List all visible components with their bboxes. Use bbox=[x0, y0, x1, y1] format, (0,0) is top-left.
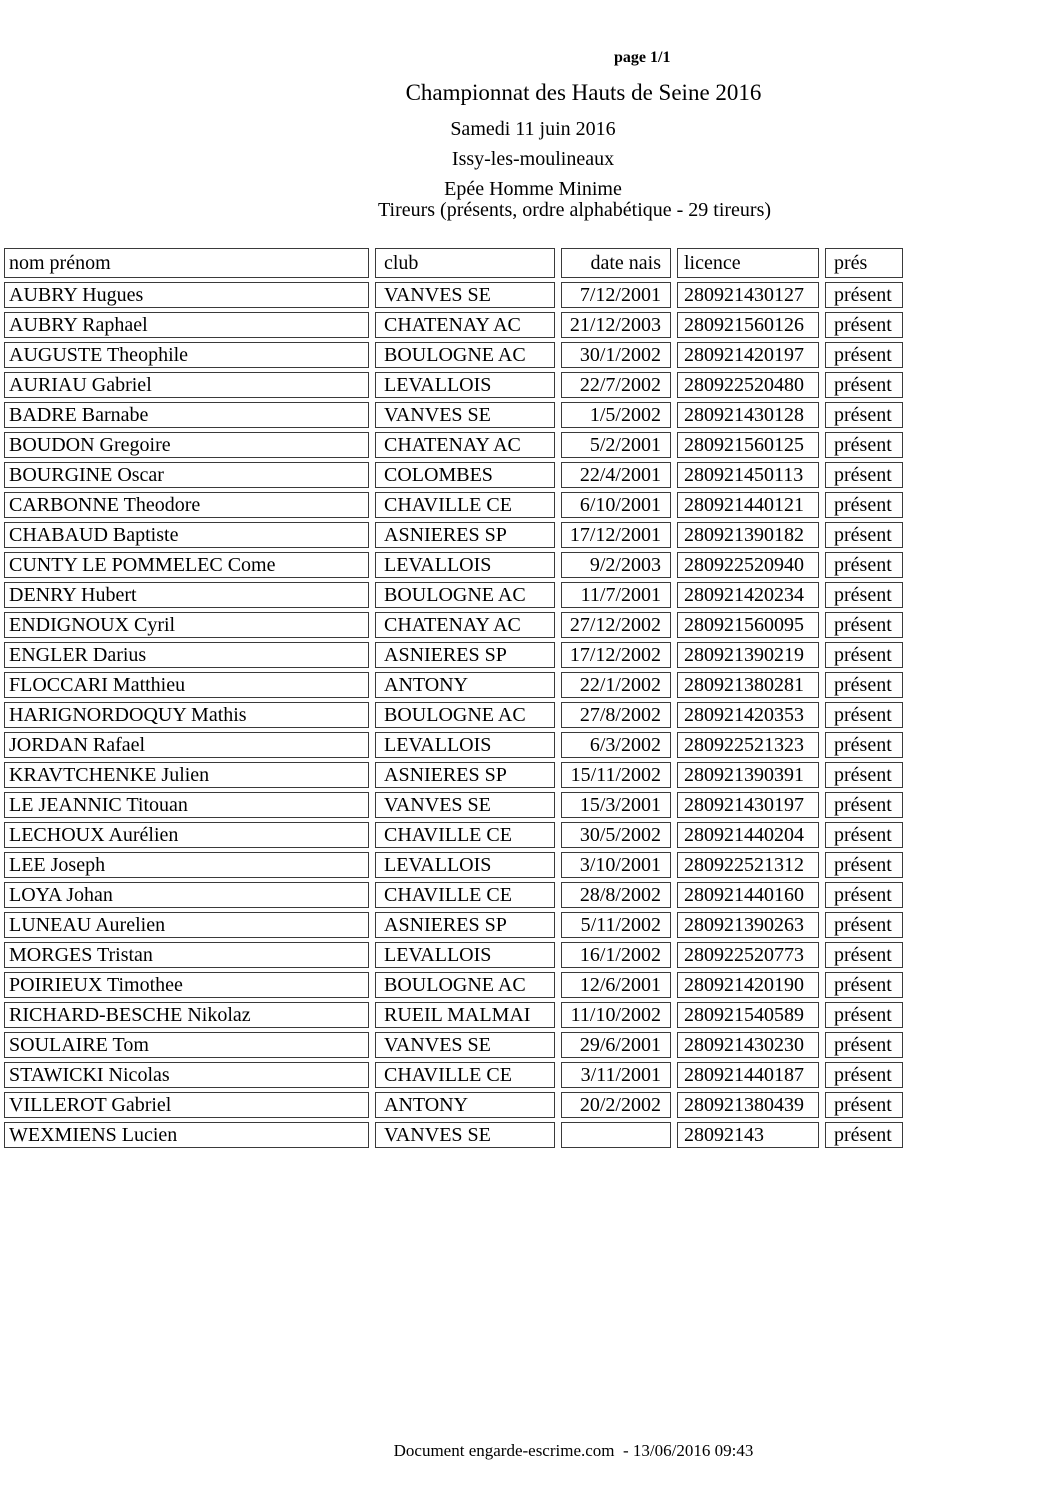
cell-name: LUNEAU Aurelien bbox=[4, 912, 369, 938]
cell-name: FLOCCARI Matthieu bbox=[4, 672, 369, 698]
cell-licence: 280921440187 bbox=[677, 1062, 819, 1088]
column-header-licence: licence bbox=[677, 248, 819, 278]
cell-club: LEVALLOIS bbox=[375, 552, 555, 578]
cell-name: LEE Joseph bbox=[4, 852, 369, 878]
cell-presence: présent bbox=[825, 1122, 903, 1148]
cell-presence: présent bbox=[825, 342, 903, 368]
document-title: Championnat des Hauts de Seine 2016 bbox=[405, 80, 762, 105]
cell-name: JORDAN Rafael bbox=[4, 732, 369, 758]
cell-club: RUEIL MALMAI bbox=[375, 1002, 555, 1028]
cell-presence: présent bbox=[825, 912, 903, 938]
table-row bbox=[4, 912, 903, 938]
page-indicator: page 1/1 bbox=[614, 49, 671, 66]
table-row bbox=[4, 642, 903, 668]
event-date: Samedi 11 juin 2016 bbox=[450, 118, 616, 140]
cell-birthdate: 11/10/2002 bbox=[561, 1002, 671, 1028]
cell-presence: présent bbox=[825, 552, 903, 578]
cell-name: SOULAIRE Tom bbox=[4, 1032, 369, 1058]
event-category: Epée Homme Minime bbox=[444, 178, 622, 200]
cell-club: LEVALLOIS bbox=[375, 372, 555, 398]
cell-club: VANVES SE bbox=[375, 1122, 555, 1148]
cell-club: VANVES SE bbox=[375, 282, 555, 308]
section-heading: Tireurs (présents, ordre alphabétique - 29 tireurs) bbox=[378, 199, 772, 221]
cell-club: BOULOGNE AC bbox=[375, 342, 555, 368]
cell-club: BOULOGNE AC bbox=[375, 582, 555, 608]
cell-club: BOULOGNE AC bbox=[375, 702, 555, 728]
cell-name: MORGES Tristan bbox=[4, 942, 369, 968]
cell-club: VANVES SE bbox=[375, 402, 555, 428]
cell-presence: présent bbox=[825, 852, 903, 878]
cell-licence: 280921540589 bbox=[677, 1002, 819, 1028]
cell-name: RICHARD-BESCHE Nikolaz bbox=[4, 1002, 369, 1028]
cell-presence: présent bbox=[825, 672, 903, 698]
table-row bbox=[4, 312, 903, 338]
table-row bbox=[4, 702, 903, 728]
cell-licence: 280922521323 bbox=[677, 732, 819, 758]
table-row bbox=[4, 402, 903, 428]
table-row bbox=[4, 882, 903, 908]
cell-licence: 280921430230 bbox=[677, 1032, 819, 1058]
cell-licence: 280921450113 bbox=[677, 462, 819, 488]
cell-club: ANTONY bbox=[375, 672, 555, 698]
cell-presence: présent bbox=[825, 462, 903, 488]
cell-club: ASNIERES SP bbox=[375, 762, 555, 788]
cell-birthdate: 17/12/2002 bbox=[561, 642, 671, 668]
cell-birthdate: 30/1/2002 bbox=[561, 342, 671, 368]
cell-licence: 280921430128 bbox=[677, 402, 819, 428]
cell-name: AUBRY Raphael bbox=[4, 312, 369, 338]
cell-birthdate: 16/1/2002 bbox=[561, 942, 671, 968]
cell-licence: 280921440121 bbox=[677, 492, 819, 518]
cell-name: BOUDON Gregoire bbox=[4, 432, 369, 458]
cell-name: BADRE Barnabe bbox=[4, 402, 369, 428]
cell-licence: 280921420353 bbox=[677, 702, 819, 728]
cell-birthdate: 21/12/2003 bbox=[561, 312, 671, 338]
cell-club: CHAVILLE CE bbox=[375, 1062, 555, 1088]
cell-licence: 280921420197 bbox=[677, 342, 819, 368]
table-row bbox=[4, 1062, 903, 1088]
cell-presence: présent bbox=[825, 702, 903, 728]
cell-licence: 280921430197 bbox=[677, 792, 819, 818]
cell-club: VANVES SE bbox=[375, 792, 555, 818]
cell-club: BOULOGNE AC bbox=[375, 972, 555, 998]
cell-club: CHAVILLE CE bbox=[375, 882, 555, 908]
cell-presence: présent bbox=[825, 312, 903, 338]
cell-presence: présent bbox=[825, 492, 903, 518]
cell-club: ANTONY bbox=[375, 1092, 555, 1118]
cell-name: HARIGNORDOQUY Mathis bbox=[4, 702, 369, 728]
table-row bbox=[4, 972, 903, 998]
cell-presence: présent bbox=[825, 402, 903, 428]
cell-club: LEVALLOIS bbox=[375, 942, 555, 968]
cell-presence: présent bbox=[825, 1032, 903, 1058]
cell-presence: présent bbox=[825, 282, 903, 308]
cell-presence: présent bbox=[825, 612, 903, 638]
cell-club: ASNIERES SP bbox=[375, 522, 555, 548]
table-row bbox=[4, 582, 903, 608]
cell-licence: 280921420234 bbox=[677, 582, 819, 608]
cell-presence: présent bbox=[825, 1062, 903, 1088]
table-row bbox=[4, 282, 903, 308]
cell-name: VILLEROT Gabriel bbox=[4, 1092, 369, 1118]
cell-licence: 280921560095 bbox=[677, 612, 819, 638]
cell-birthdate: 5/2/2001 bbox=[561, 432, 671, 458]
cell-club: LEVALLOIS bbox=[375, 732, 555, 758]
column-header-name: nom prénom bbox=[4, 248, 369, 278]
cell-presence: présent bbox=[825, 1002, 903, 1028]
table-row bbox=[4, 792, 903, 818]
cell-licence: 280921440204 bbox=[677, 822, 819, 848]
cell-birthdate bbox=[561, 1122, 671, 1148]
table-row bbox=[4, 462, 903, 488]
table-row bbox=[4, 342, 903, 368]
event-location: Issy-les-moulineaux bbox=[451, 148, 615, 170]
table-row bbox=[4, 1122, 903, 1148]
table-row bbox=[4, 612, 903, 638]
table-row bbox=[4, 492, 903, 518]
cell-birthdate: 1/5/2002 bbox=[561, 402, 671, 428]
cell-licence: 280921380439 bbox=[677, 1092, 819, 1118]
cell-birthdate: 6/3/2002 bbox=[561, 732, 671, 758]
cell-birthdate: 22/7/2002 bbox=[561, 372, 671, 398]
cell-presence: présent bbox=[825, 822, 903, 848]
cell-birthdate: 27/8/2002 bbox=[561, 702, 671, 728]
cell-name: CUNTY LE POMMELEC Come bbox=[4, 552, 369, 578]
cell-licence: 280921390182 bbox=[677, 522, 819, 548]
cell-name: AUGUSTE Theophile bbox=[4, 342, 369, 368]
cell-club: COLOMBES bbox=[375, 462, 555, 488]
cell-name: DENRY Hubert bbox=[4, 582, 369, 608]
cell-birthdate: 7/12/2001 bbox=[561, 282, 671, 308]
cell-birthdate: 22/1/2002 bbox=[561, 672, 671, 698]
cell-birthdate: 3/11/2001 bbox=[561, 1062, 671, 1088]
table-row bbox=[4, 552, 903, 578]
cell-licence: 280922520773 bbox=[677, 942, 819, 968]
cell-licence: 280922520940 bbox=[677, 552, 819, 578]
cell-name: BOURGINE Oscar bbox=[4, 462, 369, 488]
table-body bbox=[4, 282, 903, 1148]
table-row bbox=[4, 372, 903, 398]
cell-name: KRAVTCHENKE Julien bbox=[4, 762, 369, 788]
document-footer-line bbox=[0, 1418, 1058, 1484]
cell-club: CHAVILLE CE bbox=[375, 492, 555, 518]
cell-name: POIRIEUX Timothee bbox=[4, 972, 369, 998]
cell-name: ENDIGNOUX Cyril bbox=[4, 612, 369, 638]
cell-birthdate: 27/12/2002 bbox=[561, 612, 671, 638]
cell-presence: présent bbox=[825, 762, 903, 788]
cell-licence: 280921390263 bbox=[677, 912, 819, 938]
table-row bbox=[4, 762, 903, 788]
cell-name: WEXMIENS Lucien bbox=[4, 1122, 369, 1148]
cell-club: CHATENAY AC bbox=[375, 432, 555, 458]
cell-presence: présent bbox=[825, 582, 903, 608]
cell-presence: présent bbox=[825, 642, 903, 668]
table-header-row bbox=[4, 248, 903, 278]
cell-birthdate: 3/10/2001 bbox=[561, 852, 671, 878]
cell-presence: présent bbox=[825, 882, 903, 908]
cell-birthdate: 15/11/2002 bbox=[561, 762, 671, 788]
table-row bbox=[4, 822, 903, 848]
fencers-table bbox=[0, 244, 909, 1152]
cell-birthdate: 29/6/2001 bbox=[561, 1032, 671, 1058]
cell-birthdate: 11/7/2001 bbox=[561, 582, 671, 608]
cell-club: CHATENAY AC bbox=[375, 312, 555, 338]
document-footer: Document engarde-escrime.com - 13/06/2016 09:43 bbox=[393, 1441, 754, 1460]
cell-licence: 280921420190 bbox=[677, 972, 819, 998]
table-row bbox=[4, 942, 903, 968]
column-header-presence: prés bbox=[825, 248, 903, 278]
cell-licence: 280921560126 bbox=[677, 312, 819, 338]
cell-birthdate: 30/5/2002 bbox=[561, 822, 671, 848]
cell-birthdate: 12/6/2001 bbox=[561, 972, 671, 998]
cell-licence: 280921440160 bbox=[677, 882, 819, 908]
cell-name: AURIAU Gabriel bbox=[4, 372, 369, 398]
cell-club: ASNIERES SP bbox=[375, 642, 555, 668]
table-row bbox=[4, 432, 903, 458]
cell-presence: présent bbox=[825, 372, 903, 398]
cell-birthdate: 15/3/2001 bbox=[561, 792, 671, 818]
cell-licence: 280921390391 bbox=[677, 762, 819, 788]
cell-presence: présent bbox=[825, 1092, 903, 1118]
cell-club: CHAVILLE CE bbox=[375, 822, 555, 848]
cell-birthdate: 5/11/2002 bbox=[561, 912, 671, 938]
cell-licence: 280921380281 bbox=[677, 672, 819, 698]
cell-name: CHABAUD Baptiste bbox=[4, 522, 369, 548]
cell-birthdate: 9/2/2003 bbox=[561, 552, 671, 578]
cell-name: LECHOUX Aurélien bbox=[4, 822, 369, 848]
cell-name: AUBRY Hugues bbox=[4, 282, 369, 308]
cell-name: LE JEANNIC Titouan bbox=[4, 792, 369, 818]
cell-licence: 280921430127 bbox=[677, 282, 819, 308]
cell-club: ASNIERES SP bbox=[375, 912, 555, 938]
cell-licence: 280921390219 bbox=[677, 642, 819, 668]
cell-club: VANVES SE bbox=[375, 1032, 555, 1058]
table-row bbox=[4, 1002, 903, 1028]
table-row bbox=[4, 852, 903, 878]
column-header-club: club bbox=[375, 248, 555, 278]
cell-presence: présent bbox=[825, 432, 903, 458]
table-row bbox=[4, 1092, 903, 1118]
table-row bbox=[4, 732, 903, 758]
cell-licence: 280921560125 bbox=[677, 432, 819, 458]
cell-name: LOYA Johan bbox=[4, 882, 369, 908]
cell-birthdate: 22/4/2001 bbox=[561, 462, 671, 488]
cell-birthdate: 20/2/2002 bbox=[561, 1092, 671, 1118]
cell-name: STAWICKI Nicolas bbox=[4, 1062, 369, 1088]
table-row bbox=[4, 1032, 903, 1058]
cell-birthdate: 6/10/2001 bbox=[561, 492, 671, 518]
cell-presence: présent bbox=[825, 522, 903, 548]
table-header bbox=[4, 248, 903, 278]
cell-name: CARBONNE Theodore bbox=[4, 492, 369, 518]
cell-club: CHATENAY AC bbox=[375, 612, 555, 638]
cell-presence: présent bbox=[825, 942, 903, 968]
table-row bbox=[4, 522, 903, 548]
cell-presence: présent bbox=[825, 972, 903, 998]
column-header-birthdate: date nais bbox=[561, 248, 671, 278]
cell-licence: 28092143 bbox=[677, 1122, 819, 1148]
cell-name: ENGLER Darius bbox=[4, 642, 369, 668]
cell-licence: 280922521312 bbox=[677, 852, 819, 878]
cell-birthdate: 17/12/2001 bbox=[561, 522, 671, 548]
table-row bbox=[4, 672, 903, 698]
cell-licence: 280922520480 bbox=[677, 372, 819, 398]
cell-presence: présent bbox=[825, 792, 903, 818]
cell-presence: présent bbox=[825, 732, 903, 758]
cell-club: LEVALLOIS bbox=[375, 852, 555, 878]
cell-birthdate: 28/8/2002 bbox=[561, 882, 671, 908]
